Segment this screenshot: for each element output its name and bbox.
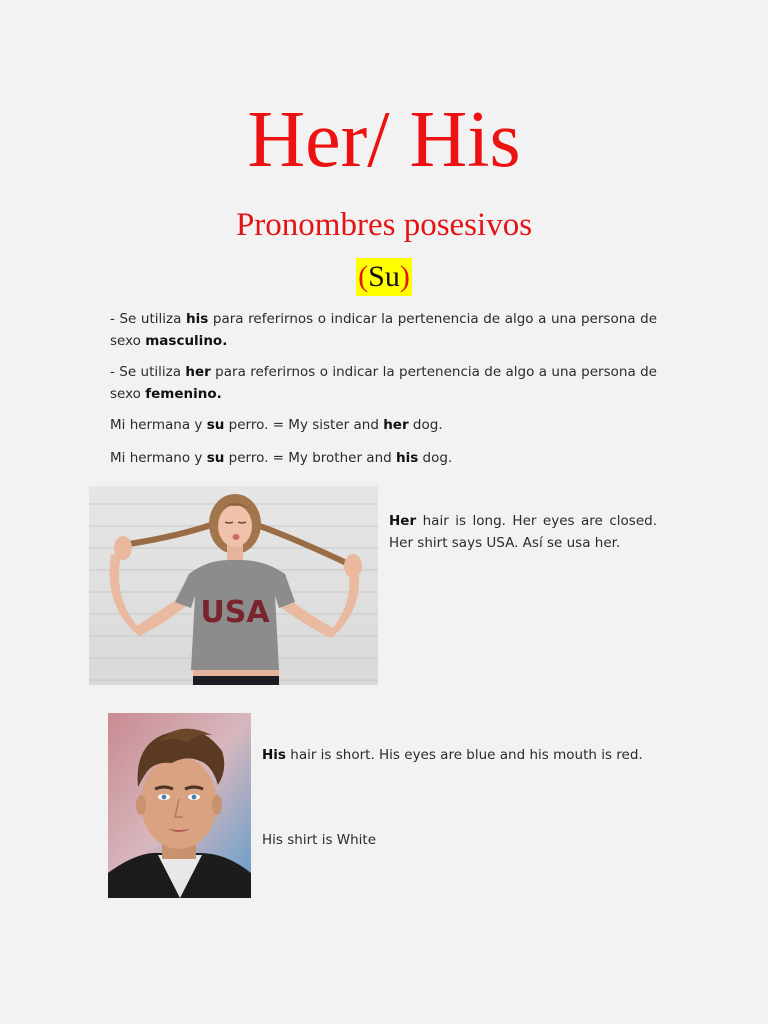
shirt-text: USA — [200, 595, 270, 630]
her-caption-keyword: Her — [389, 513, 417, 529]
page-subtitle: Pronombres posesivos — [235, 207, 533, 243]
example-sister-su: su — [206, 417, 225, 433]
example-sister — [110, 414, 657, 436]
his-caption-keyword: His — [262, 747, 286, 763]
rule-her-paragraph — [110, 361, 657, 405]
man-photo — [108, 713, 251, 898]
rule-his-prefix: - Se utiliza — [110, 311, 186, 327]
his-caption — [262, 744, 657, 766]
rule-his-period: . — [222, 333, 228, 349]
example-sister-a: Mi hermana y — [110, 417, 207, 433]
his-caption-text: hair is short. His eyes are blue and his mouth is red. — [285, 747, 643, 763]
man-illustration — [108, 713, 251, 898]
rule-his-text: para referirnos o indicar la pertenencia de algo a una persona de sexo — [110, 311, 657, 349]
rule-her-prefix: - Se utiliza — [110, 364, 186, 380]
translation-highlight — [0, 258, 768, 296]
page-title: Her/ His — [247, 96, 521, 184]
rule-her-gender: femenino — [145, 386, 217, 402]
woman-photo — [89, 486, 378, 685]
example-brother-a: Mi hermano y — [110, 450, 207, 466]
example-brother — [110, 447, 657, 469]
his-caption-line2: His shirt is White — [262, 832, 377, 848]
rule-her-text: para referirnos o indicar la pertenencia de algo a una persona de sexo — [110, 364, 657, 402]
rule-her-period: . — [216, 386, 222, 402]
rule-his-gender: masculino — [145, 333, 223, 349]
su-highlight-box — [356, 258, 412, 296]
rule-her-keyword: her — [185, 364, 211, 380]
her-caption — [389, 510, 657, 554]
example-brother-su: su — [206, 450, 225, 466]
rule-his-paragraph — [110, 308, 657, 352]
su-open-paren: ( — [358, 260, 369, 293]
woman-illustration — [89, 486, 378, 685]
example-brother-keyword: his — [395, 450, 419, 466]
rule-his-keyword: his — [186, 311, 209, 327]
example-sister-b: perro. = My sister and — [224, 417, 384, 433]
her-caption-text: hair is long. Her eyes are closed. Her shirt says USA. Así se usa her. — [389, 513, 657, 551]
example-brother-b: perro. = My brother and — [224, 450, 396, 466]
su-word: Su — [368, 260, 400, 293]
example-sister-keyword: her — [383, 417, 409, 433]
su-close-paren: ) — [399, 260, 410, 293]
example-sister-c: dog. — [408, 417, 443, 433]
example-brother-c: dog. — [418, 450, 453, 466]
